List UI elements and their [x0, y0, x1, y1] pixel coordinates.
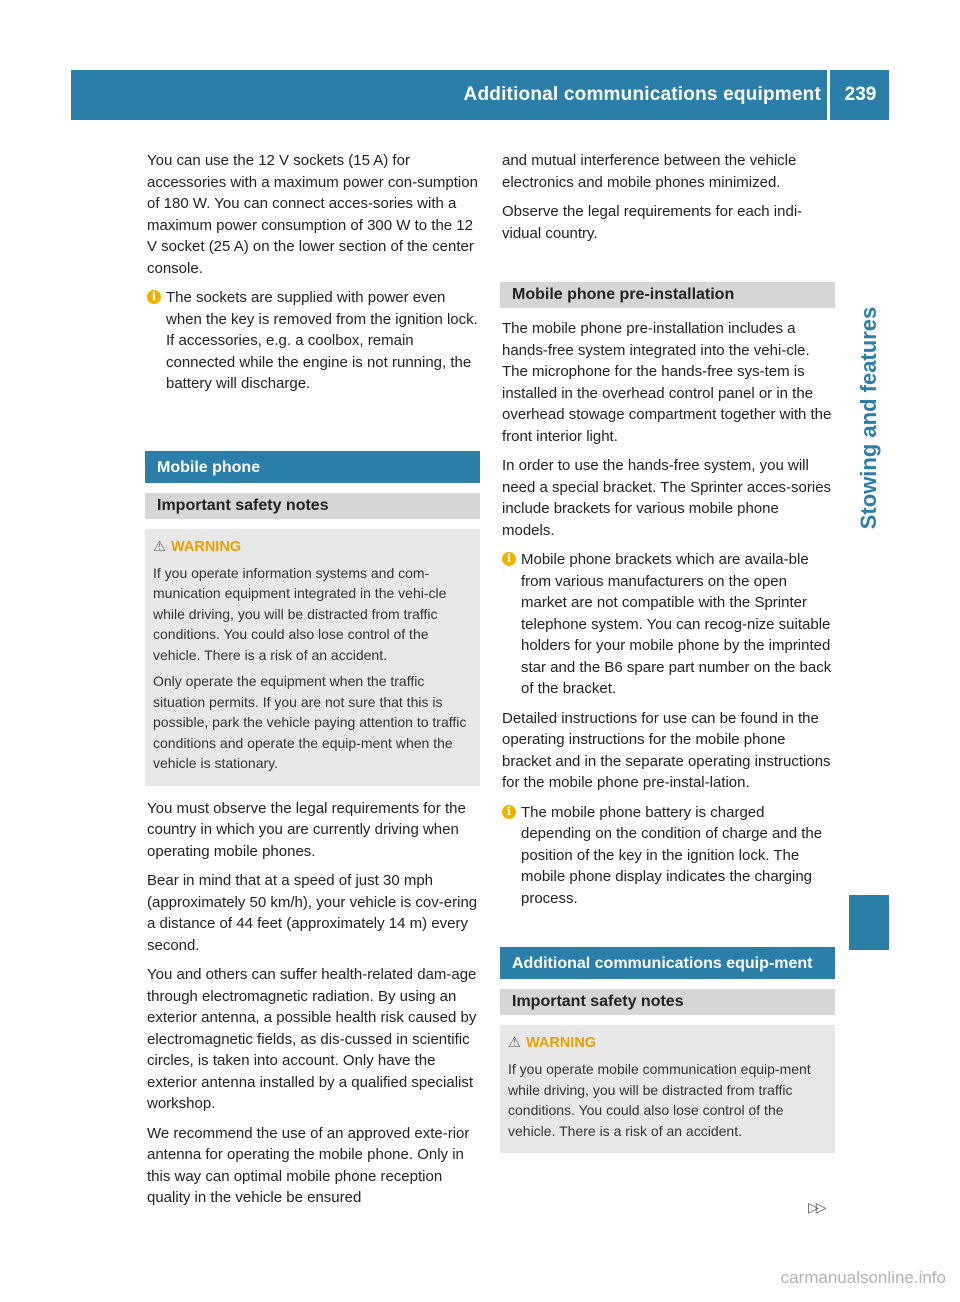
info-note	[147, 287, 480, 395]
warning-label: WARNING	[171, 538, 242, 555]
info-icon: i	[502, 552, 516, 566]
info-note-text: The sockets are supplied with power even when the key is removed from the ignition lock. If accessories, e.g. a coolbox, remain connected while the engine is not running, the battery will discharge.	[166, 289, 478, 392]
warning-header	[153, 537, 472, 557]
info-note-text: The mobile phone battery is charged depending on the condition of charge and the position of the key in the ignition lock. The mobile phone display indicates the charging process.	[521, 803, 823, 907]
page-header	[71, 70, 889, 120]
info-icon: i	[502, 805, 516, 819]
warning-text: If you operate information systems and com-munication equipment integrated in the vehi-cle while driving, you will be distracted from traffic conditions. You could also lose control of the vehicle. There is a risk of an accident.	[153, 564, 447, 663]
warning-box	[500, 1025, 835, 1153]
warning-label: WARNING	[526, 1035, 597, 1051]
warning-icon: ⚠	[153, 538, 166, 555]
body-paragraph: Observe the legal requirements for each indi-vidual country.	[502, 203, 803, 242]
page-number: 239	[844, 84, 877, 105]
info-note-text: Mobile phone brackets which are availa-ble from various manufacturers on the open market are not compatible with the Sprinter telephone system. You can recog-nize suitable holders for your mobile phone by the imprinted star and the B6 spare part number on the back of the bracket.	[521, 551, 832, 697]
subsection-heading: Important safety notes	[145, 493, 480, 519]
continue-arrows-icon: ▷▷	[808, 1199, 824, 1215]
left-column	[147, 150, 480, 1217]
header-divider	[827, 70, 830, 120]
info-icon: i	[147, 290, 161, 304]
warning-box	[145, 529, 480, 786]
side-tab	[849, 238, 889, 598]
body-paragraph: The mobile phone pre-installation includes a hands-free system integrated into the vehi-cle. The microphone for the hands-free sys-tem is installed in the overhead control panel or in the overhead stowage compartment together with the front interior light.	[502, 320, 832, 445]
header-title: Additional communications equipment	[463, 84, 821, 105]
body-paragraph: You must observe the legal requirements for the country in which you are currently driving when operating mobile phones.	[147, 799, 466, 860]
body-paragraph: You and others can suffer health-related dam-age through electromagnetic radiation. By using an exterior antenna, a possible health risk caused by electromagnetic fields, as dis-cussed in scientific circles, is taken into account. Only have the exterior antenna installed by a qualified specialist workshop.	[147, 966, 477, 1112]
body-paragraph: Detailed instructions for use can be found in the operating instructions for the mobile phone bracket and in the separate operating instructions for the mobile phone pre-instal-lation.	[502, 709, 831, 791]
section-heading: Additional communications equip-ment	[500, 947, 835, 979]
subsection-heading: Important safety notes	[500, 989, 835, 1015]
side-tab-marker	[849, 895, 889, 950]
warning-header	[508, 1033, 827, 1053]
info-note	[502, 549, 835, 700]
body-paragraph: In order to use the hands-free system, you will need a special bracket. The Sprinter acces-sories include brackets for various mobile phone models.	[502, 457, 832, 539]
body-paragraph: Bear in mind that at a speed of just 30 mph (approximately 50 km/h), your vehicle is cov-ering a distance of 44 feet (approximately 14 m) every second.	[147, 872, 478, 954]
intro-paragraph: You can use the 12 V sockets (15 A) for accessories with a maximum power con-sumption of 180 W. You can connect acces-sories with a maximum power consumption of 300 W to the 12 V socket (25 A) on the lower section of the center console.	[147, 152, 478, 277]
warning-text: Only operate the equipment when the traffic situation permits. If you are not sure that this is possible, park the vehicle paying attention to traffic conditions and operate the equip-ment when the vehicle is stationary.	[153, 673, 467, 771]
warning-icon: ⚠	[508, 1035, 521, 1051]
section-heading: Mobile phone	[145, 451, 480, 483]
body-paragraph: and mutual interference between the vehicle electronics and mobile phones minimized.	[502, 152, 797, 191]
right-column	[502, 150, 835, 1165]
info-note	[502, 802, 835, 910]
body-paragraph: We recommend the use of an approved exte-rior antenna for operating the mobile phone. Only in this way can optimal mobile phone reception quality in the vehicle be ensured	[147, 1124, 470, 1206]
footer-watermark: carmanualsonline.info	[780, 1268, 946, 1287]
side-tab-label: Stowing and features	[856, 306, 881, 530]
subsection-heading: Mobile phone pre-installation	[500, 282, 835, 308]
warning-text: If you operate mobile communication equip-ment while driving, you will be distracted from traffic conditions. You could also lose control of the vehicle. There is a risk of an accident.	[508, 1061, 811, 1139]
